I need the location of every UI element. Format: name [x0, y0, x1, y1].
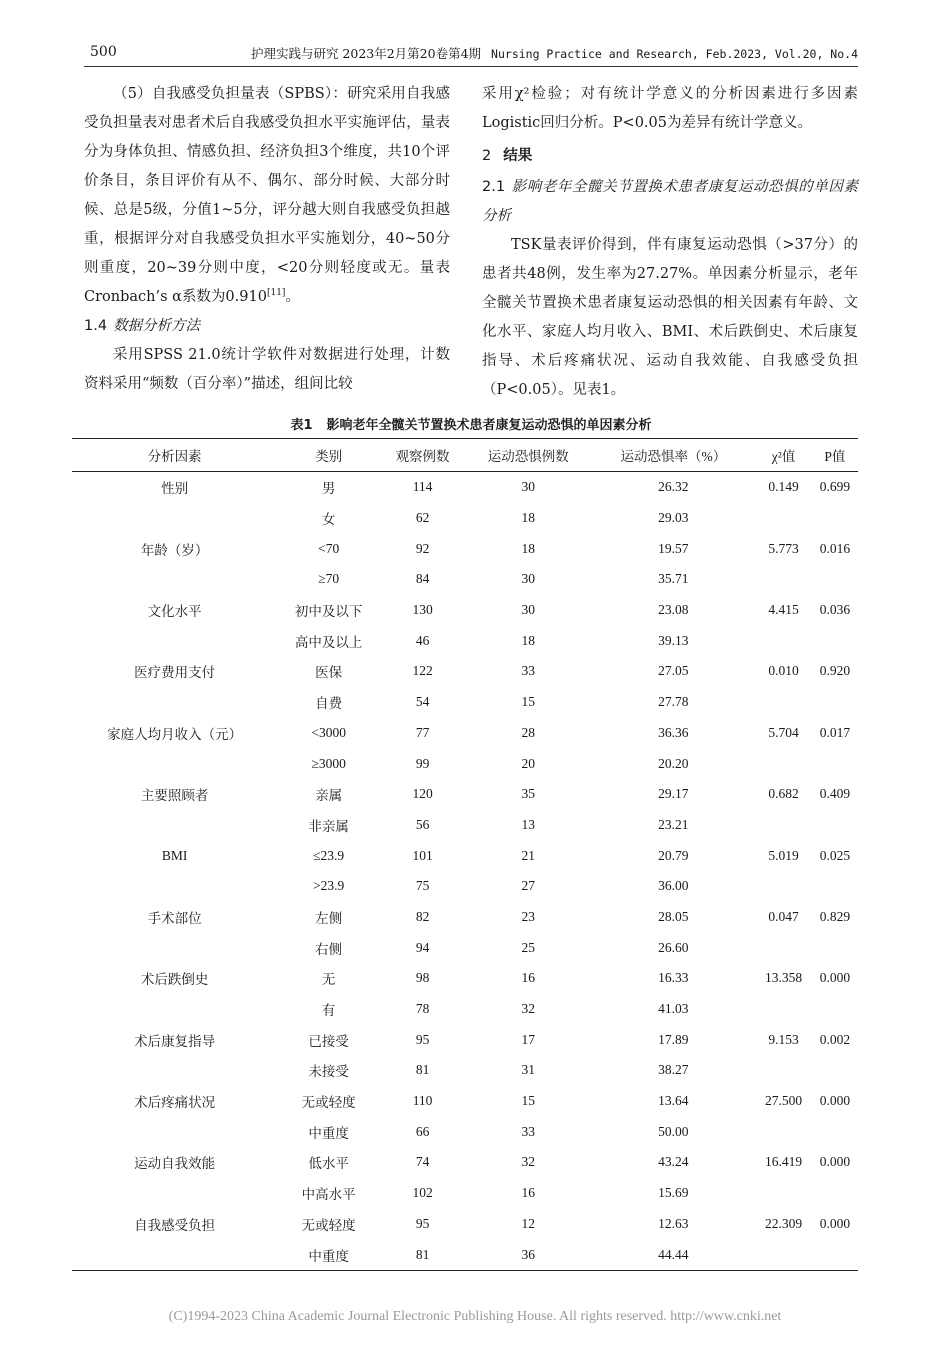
- table-cell: 中高水平: [301, 1187, 356, 1203]
- column-header: 分析因素: [72, 439, 277, 472]
- table-cell: 初中及以下: [294, 604, 363, 620]
- table-cell: 23.08: [658, 602, 689, 618]
- table-cell: 114: [412, 479, 433, 495]
- table-cell: 非亲属: [308, 818, 349, 834]
- univariate-table: [72, 438, 858, 1271]
- table-cell: 28: [521, 724, 536, 740]
- table-title: 影响老年全髋关节置换术患者康复运动恐惧的单因素分析: [326, 418, 652, 433]
- table-cell: 22.309: [764, 1215, 803, 1231]
- table-row: [72, 963, 858, 994]
- table-cell: 23.21: [658, 816, 689, 832]
- table-cell: 年龄（岁）: [140, 542, 209, 558]
- table-row: [72, 564, 858, 595]
- section-number: 2: [482, 148, 492, 164]
- table-cell: 术后康复指导: [134, 1033, 216, 1049]
- table-cell: 120: [412, 786, 433, 802]
- table-cell: [755, 564, 811, 595]
- table-cell: 81: [380, 1239, 465, 1270]
- table-cell: 18: [521, 632, 536, 648]
- table-row: [72, 902, 858, 933]
- table-cell: 15.69: [658, 1185, 689, 1201]
- table-cell: 未接受: [308, 1064, 349, 1080]
- table-cell: 低水平: [308, 1156, 349, 1172]
- table-cell: 术后疼痛状况: [134, 1095, 216, 1111]
- table-cell: 36.00: [658, 878, 689, 894]
- table-cell: [755, 1055, 811, 1086]
- table-cell: 130: [412, 602, 433, 618]
- table-cell: 0.829: [819, 908, 851, 924]
- table-cell: 20.20: [658, 755, 689, 771]
- table-cell: 28.05: [658, 908, 689, 924]
- table-row: [72, 718, 858, 749]
- column-header: 类别: [277, 439, 380, 472]
- table-row: [72, 1024, 858, 1055]
- table-cell: 35: [521, 786, 536, 802]
- table-cell: 0.036: [819, 602, 851, 618]
- results-paragraph: TSK量表评价得到，伴有康复运动恐惧（>37分）的患者共48例，发生率为27.27%。单因素分析显示，老年全髋关节置换术患者康复运动恐惧的相关因素有年龄、文化水平、家庭人均月收入、BMI、术后跌倒史、术后康复指导、术后疼痛状况、运动自我效能、自我感受负担（P<0.05）。见表1。: [482, 237, 858, 398]
- table-cell: 无: [321, 972, 336, 988]
- table-cell: [812, 625, 858, 656]
- table-cell: 78: [415, 1001, 430, 1017]
- table-cell: 98: [415, 970, 430, 986]
- table-cell: 左侧: [315, 910, 343, 926]
- table-cell: 0.920: [819, 663, 851, 679]
- table-cell: 38.27: [658, 1062, 689, 1078]
- table-cell: 44.44: [591, 1239, 755, 1270]
- table-cell: <3000: [311, 724, 346, 740]
- table-cell: 23: [521, 908, 536, 924]
- table-row: [72, 1086, 858, 1117]
- table-cell: [812, 932, 858, 963]
- table-cell: 77: [415, 724, 430, 740]
- spbs-text: （5）自我感受负担量表（SPBS）：研究采用自我感受负担量表对患者术后自我感受负担水平实施评估，量表分为身体负担、情感负担、经济负担3个维度，共10个评价条目，条目评价有从不、偶尔、部分时候、大部分时候、总是5级，分值1~5分，评分越大则自我感受负担越重，根据评分对自我感受负担水平实施划分，40~50分则重度，20~39分则中度，<20分则轻度或无。量表Cronbach’s α系数为0.910: [84, 86, 450, 305]
- table-cell: 自费: [315, 696, 343, 712]
- header-rule: [84, 66, 858, 67]
- table-cell: 中重度: [277, 1239, 380, 1270]
- table-header-row: [72, 439, 858, 472]
- table-caption: [84, 414, 858, 433]
- table-cell: 有: [321, 1003, 336, 1019]
- table-cell: [755, 625, 811, 656]
- table-cell: 手术部位: [147, 910, 202, 926]
- table-cell: 5.704: [768, 724, 799, 740]
- table-cell: [755, 810, 811, 841]
- table-cell: ≥70: [318, 571, 340, 587]
- table-cell: 文化水平: [147, 604, 202, 620]
- table-cell: 56: [415, 816, 430, 832]
- table-cell: 36: [465, 1239, 591, 1270]
- table-row: [72, 1116, 858, 1147]
- table-cell: [812, 1178, 858, 1209]
- table-cell: 29.17: [658, 786, 689, 802]
- table-row: [72, 810, 858, 841]
- spbs-end: 。: [285, 289, 300, 305]
- table-cell: 右侧: [315, 941, 343, 957]
- table-cell: 中重度: [308, 1125, 349, 1141]
- table-cell: [72, 1116, 277, 1147]
- table-cell: 81: [415, 1062, 430, 1078]
- page-number: 500: [90, 44, 117, 60]
- table-cell: [755, 1116, 811, 1147]
- table-cell: 17.89: [658, 1031, 689, 1047]
- table-cell: [812, 1239, 858, 1270]
- table-row: [72, 472, 858, 503]
- table-cell: [812, 994, 858, 1025]
- table-cell: 家庭人均月收入（元）: [107, 726, 243, 742]
- table-cell: [812, 564, 858, 595]
- table-cell: 75: [415, 878, 430, 894]
- table-cell: 95: [415, 1215, 430, 1231]
- table-cell: [812, 1055, 858, 1086]
- table-cell: [72, 1178, 277, 1209]
- table-cell: 12.63: [658, 1215, 689, 1231]
- table-cell: 0.010: [768, 663, 799, 679]
- table-cell: 主要照顾者: [140, 788, 209, 804]
- table-cell: 30: [521, 602, 536, 618]
- table-cell: [755, 1239, 811, 1270]
- table-cell: 21: [521, 847, 536, 863]
- column-header: χ²值: [755, 439, 811, 472]
- table-cell: 0.409: [819, 786, 851, 802]
- table-cell: 54: [415, 694, 430, 710]
- table-cell: 122: [412, 663, 433, 679]
- table-row: [72, 1178, 858, 1209]
- section-2-1-heading: [482, 173, 858, 231]
- table-cell: 82: [415, 908, 430, 924]
- right-column: [482, 80, 858, 405]
- table-cell: 19.57: [658, 540, 689, 556]
- table-row: [72, 1055, 858, 1086]
- table-cell: 39.13: [658, 632, 689, 648]
- table-cell: 18: [521, 540, 536, 556]
- table-cell: 20: [521, 755, 536, 771]
- column-header: P值: [812, 439, 858, 472]
- table-row: [72, 533, 858, 564]
- table-cell: 医保: [315, 665, 343, 681]
- table-cell: ≤23.9: [313, 847, 345, 863]
- table-cell: 41.03: [658, 1001, 689, 1017]
- table-cell: 医疗费用支付: [134, 665, 216, 681]
- section-title: 结果: [503, 148, 533, 164]
- table-cell: 95: [415, 1031, 430, 1047]
- table-cell: 0.149: [768, 479, 799, 495]
- table-cell: 32: [521, 1154, 536, 1170]
- table-cell: 术后跌倒史: [140, 972, 209, 988]
- journal-info: [251, 44, 858, 62]
- table-cell: 101: [412, 847, 433, 863]
- table-cell: 17: [521, 1031, 536, 1047]
- table-cell: [72, 748, 277, 779]
- table-cell: 自我感受负担: [134, 1217, 216, 1233]
- table-label: 表1: [290, 418, 313, 433]
- table-cell: 31: [521, 1062, 536, 1078]
- table-cell: [72, 810, 277, 841]
- section-1-4-heading: [84, 312, 450, 341]
- table-cell: [755, 748, 811, 779]
- section-title: 数据分析方法: [113, 318, 201, 334]
- table-cell: 26.32: [658, 479, 689, 495]
- table-cell: 32: [521, 1001, 536, 1017]
- table-row: [72, 687, 858, 718]
- table-cell: [812, 503, 858, 534]
- table-cell: [812, 687, 858, 718]
- table-cell: [72, 994, 277, 1025]
- table-cell: 36.36: [658, 724, 689, 740]
- table-cell: 5.019: [768, 847, 799, 863]
- table-cell: >23.9: [313, 878, 345, 894]
- column-header: 观察例数: [380, 439, 465, 472]
- table-cell: 女: [321, 512, 336, 528]
- table-cell: 9.153: [768, 1031, 799, 1047]
- table-row: [72, 503, 858, 534]
- table-cell: 16.419: [764, 1154, 803, 1170]
- table-cell: 110: [412, 1093, 433, 1109]
- table-cell: [755, 871, 811, 902]
- journal-title-en: Nursing Practice and Research, Feb.2023, Vol.20, No.4: [491, 47, 858, 61]
- table-cell: 62: [415, 510, 430, 526]
- table-cell: 20.79: [658, 847, 689, 863]
- section-number: 1.4: [84, 318, 108, 334]
- table-row: [72, 595, 858, 626]
- section-title: 影响老年全髋关节置换术患者康复运动恐惧的单因素分析: [482, 179, 858, 224]
- table-cell: 16: [521, 1185, 536, 1201]
- table-row: [72, 656, 858, 687]
- table-cell: 0.047: [768, 908, 799, 924]
- table-cell: [755, 1178, 811, 1209]
- table-cell: 运动自我效能: [134, 1156, 216, 1172]
- section-2-heading: [482, 142, 858, 171]
- table-cell: [72, 1239, 277, 1270]
- analysis-paragraph: 采用SPSS 21.0统计学软件对数据进行处理，计数资料采用“频数（百分率）”描述，组间比较: [84, 347, 450, 392]
- table-cell: 50.00: [658, 1123, 689, 1139]
- table-cell: 94: [415, 939, 430, 955]
- citation-11: [11]: [266, 288, 286, 299]
- table-row: [72, 779, 858, 810]
- table-row: [72, 1209, 858, 1240]
- spbs-paragraph: [84, 80, 450, 312]
- table-cell: 亲属: [315, 788, 343, 804]
- table-cell: 46: [415, 632, 430, 648]
- table-cell: 43.24: [658, 1154, 689, 1170]
- table-cell: [72, 1055, 277, 1086]
- table-cell: [755, 503, 811, 534]
- table-cell: 27.05: [658, 663, 689, 679]
- table-cell: 0.000: [819, 1215, 851, 1231]
- table-cell: ≥3000: [311, 755, 346, 771]
- table-cell: <70: [318, 540, 340, 556]
- table-cell: 0.017: [819, 724, 851, 740]
- table-cell: 25: [521, 939, 536, 955]
- table-cell: 4.415: [768, 602, 799, 618]
- table-cell: 13: [521, 816, 536, 832]
- table-row: [72, 1239, 858, 1270]
- table-cell: [812, 871, 858, 902]
- table-cell: 无或轻度: [301, 1095, 356, 1111]
- table-cell: 13.358: [764, 970, 803, 986]
- table-cell: [72, 932, 277, 963]
- table-cell: 26.60: [658, 939, 689, 955]
- table-cell: [72, 503, 277, 534]
- table-cell: 33: [521, 663, 536, 679]
- table-cell: 84: [415, 571, 430, 587]
- table-cell: 30: [521, 479, 536, 495]
- table-cell: 74: [415, 1154, 430, 1170]
- table-body: [72, 472, 858, 1271]
- table-row: [72, 1147, 858, 1178]
- table-cell: 16.33: [658, 970, 689, 986]
- table-row: [72, 932, 858, 963]
- table-cell: 66: [415, 1123, 430, 1139]
- table-cell: 12: [521, 1215, 536, 1231]
- copyright-footer: (C)1994-2023 China Academic Journal Electronic Publishing House. All rights reserved. http://www.cnki.net: [168, 1309, 782, 1324]
- table-cell: [72, 564, 277, 595]
- section-number: 2.1: [482, 179, 506, 195]
- table-cell: 0.682: [768, 786, 799, 802]
- table-cell: 27.500: [764, 1093, 803, 1109]
- table-cell: 已接受: [308, 1033, 349, 1049]
- table-cell: 0.000: [819, 970, 851, 986]
- table-row: [72, 625, 858, 656]
- table-cell: [755, 932, 811, 963]
- journal-title: 护理实践与研究 2023年2月第20卷第4期: [250, 46, 482, 61]
- table-cell: 99: [415, 755, 430, 771]
- table-cell: 0.000: [819, 1093, 851, 1109]
- table-cell: 男: [321, 481, 336, 497]
- table-cell: BMI: [161, 847, 188, 863]
- table-cell: 0.025: [819, 847, 851, 863]
- table-cell: 15: [521, 694, 536, 710]
- table-cell: 27.78: [658, 694, 689, 710]
- table-cell: 高中及以上: [294, 634, 363, 650]
- table-cell: 29.03: [658, 510, 689, 526]
- table-cell: 5.773: [768, 540, 799, 556]
- table-cell: [72, 625, 277, 656]
- table-cell: 33: [521, 1123, 536, 1139]
- table-cell: 30: [521, 571, 536, 587]
- table-cell: 0.000: [819, 1154, 851, 1170]
- table-cell: 性别: [161, 481, 189, 497]
- table-cell: 无或轻度: [301, 1217, 356, 1233]
- table-row: [72, 994, 858, 1025]
- stats-paragraph: 采用χ²检验；对有统计学意义的分析因素进行多因素Logistic回归分析。P<0.05为差异有统计学意义。: [482, 86, 858, 131]
- table-cell: 0.002: [819, 1031, 851, 1047]
- table-row: [72, 748, 858, 779]
- table-cell: [812, 810, 858, 841]
- table-cell: [755, 994, 811, 1025]
- table-cell: 92: [415, 540, 430, 556]
- table-cell: 13.64: [658, 1093, 689, 1109]
- table-cell: [755, 687, 811, 718]
- table-cell: [72, 687, 277, 718]
- table-cell: 15: [521, 1093, 536, 1109]
- left-column: [84, 80, 450, 399]
- table-row: [72, 840, 858, 871]
- table-cell: 27: [521, 878, 536, 894]
- table-cell: 18: [521, 510, 536, 526]
- table-cell: [72, 871, 277, 902]
- table-cell: 102: [412, 1185, 433, 1201]
- table-cell: 35.71: [658, 571, 689, 587]
- table-row: [72, 871, 858, 902]
- table-cell: [812, 748, 858, 779]
- table-cell: 0.699: [819, 479, 851, 495]
- table-cell: [812, 1116, 858, 1147]
- column-header: 运动恐惧率（%）: [591, 439, 755, 472]
- table-cell: 16: [521, 970, 536, 986]
- column-header: 运动恐惧例数: [465, 439, 591, 472]
- table-cell: 0.016: [819, 540, 851, 556]
